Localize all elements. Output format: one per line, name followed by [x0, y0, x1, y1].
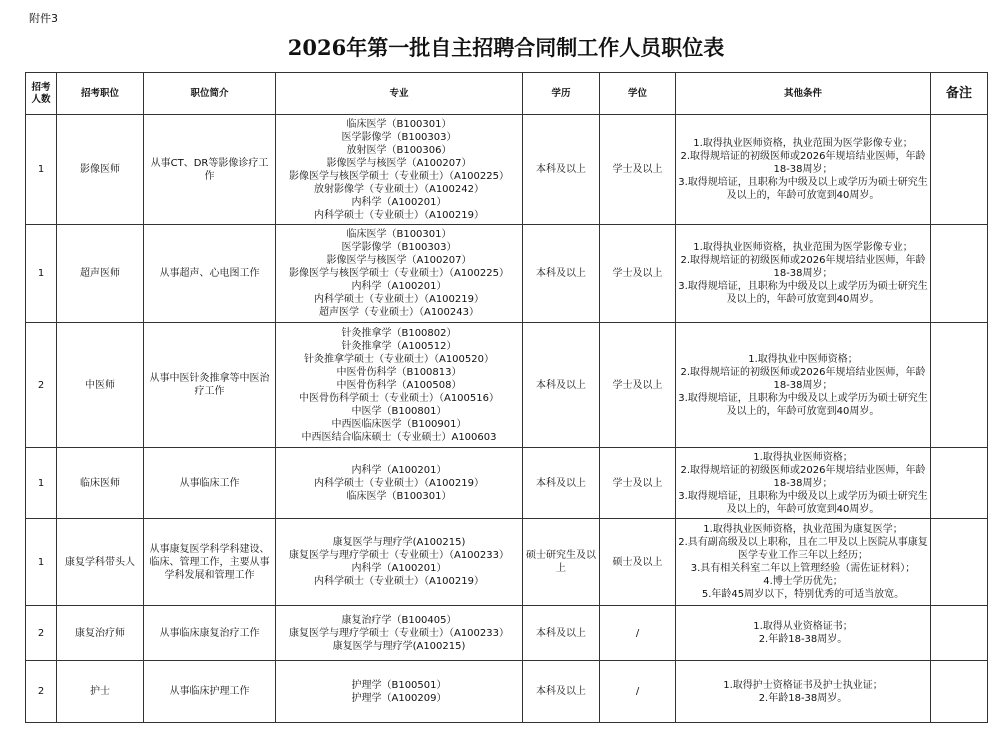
cell-degree: 学士及以上 — [600, 115, 676, 225]
cell-count: 2 — [26, 661, 57, 723]
cell-education: 本科及以上 — [523, 661, 600, 723]
cell-education: 硕士研究生及以上 — [523, 519, 600, 606]
header-education: 学历 — [523, 73, 600, 115]
cell-conditions — [676, 115, 931, 225]
cell-description: 从事中医针灸推拿等中医治疗工作 — [144, 323, 276, 448]
cell-count: 1 — [26, 448, 57, 519]
condition-item: 1.取得执业医师资格，执业范围为医学影像专业； — [693, 138, 913, 149]
cell-remarks — [931, 606, 988, 661]
cell-majors — [276, 225, 523, 323]
major-item: 康复医学与理疗学硕士（专业硕士）（A100233） — [288, 550, 509, 561]
table-row — [26, 606, 988, 661]
major-item: 康复医学与理疗学(A100215) — [332, 537, 466, 548]
cell-conditions — [676, 225, 931, 323]
cell-description: 从事超声、心电图工作 — [144, 225, 276, 323]
header-row — [26, 73, 988, 115]
cell-count: 1 — [26, 519, 57, 606]
condition-item: 2.取得规培证的初级医师或2026年规培结业医师，年龄18-38周岁； — [680, 255, 926, 279]
cell-education: 本科及以上 — [523, 606, 600, 661]
cell-degree: 硕士及以上 — [600, 519, 676, 606]
cell-description: 从事临床工作 — [144, 448, 276, 519]
condition-item: 2.取得规培证的初级医师或2026年规培结业医师，年龄18-38周岁； — [680, 464, 926, 489]
cell-position: 护士 — [57, 661, 144, 723]
major-item: 临床医学（B100301） — [346, 490, 452, 502]
cell-conditions — [676, 448, 931, 519]
major-item: 内科学（A100201） — [351, 464, 447, 476]
header-remarks: 备注 — [931, 73, 988, 115]
cell-remarks — [931, 115, 988, 225]
cell-remarks — [931, 519, 988, 606]
major-item: 影像医学与核医学硕士（专业硕士）（A100225） — [288, 170, 509, 182]
condition-item: 2.年龄18-38周岁。 — [758, 634, 848, 645]
cell-degree: 学士及以上 — [600, 225, 676, 323]
cell-conditions — [676, 606, 931, 661]
major-item: 内科学（A100201） — [351, 281, 447, 292]
major-item: 内科学（A100201） — [351, 196, 447, 208]
cell-education: 本科及以上 — [523, 323, 600, 448]
cell-position: 临床医师 — [57, 448, 144, 519]
cell-majors — [276, 323, 523, 448]
major-item: 超声医学（专业硕士）（A100243） — [318, 307, 479, 318]
cell-position: 中医师 — [57, 323, 144, 448]
cell-education: 本科及以上 — [523, 448, 600, 519]
condition-item: 1.取得执业医师资格，执业范围为医学影像专业； — [693, 242, 913, 253]
cell-education: 本科及以上 — [523, 115, 600, 225]
major-item: 影像医学与核医学硕士（专业硕士）（A100225） — [288, 268, 509, 279]
major-item: 内科学（A100201） — [351, 563, 447, 574]
cell-remarks — [931, 448, 988, 519]
condition-item: 3.取得规培证，且职称为中级及以上或学历为硕士研究生及以上的，年龄可放宽到40周岁。 — [678, 177, 928, 201]
cell-education: 本科及以上 — [523, 225, 600, 323]
header-description: 职位简介 — [144, 73, 276, 115]
cell-remarks — [931, 661, 988, 723]
cell-count: 2 — [26, 606, 57, 661]
cell-description: 从事CT、DR等影像诊疗工作 — [144, 115, 276, 225]
major-item: 护理学（A100209） — [351, 692, 447, 704]
cell-majors — [276, 661, 523, 723]
cell-majors — [276, 115, 523, 225]
condition-item: 1.取得执业医师资格； — [753, 451, 853, 463]
major-item: 护理学（B100501） — [351, 679, 447, 691]
major-item: 中西医临床医学（B100901） — [331, 418, 467, 430]
cell-conditions — [676, 323, 931, 448]
cell-majors — [276, 448, 523, 519]
major-item: 内科学硕士（专业硕士）（A100219） — [313, 209, 484, 221]
table-row — [26, 225, 988, 323]
major-item: 内科学硕士（专业硕士）（A100219） — [313, 294, 484, 305]
condition-item: 2.具有副高级及以上职称，且在二甲及以上医院从事康复医学专业工作三年以上经历； — [678, 537, 928, 561]
major-item: 放射影像学（专业硕士）（A100242） — [313, 183, 484, 195]
cell-majors — [276, 519, 523, 606]
cell-description: 从事康复医学科学科建设、临床、管理工作，主要从事学科发展和管理工作 — [144, 519, 276, 606]
cell-description: 从事临床康复治疗工作 — [144, 606, 276, 661]
major-item: 针灸推拿学（A100512） — [341, 340, 457, 352]
condition-item: 3.具有相关科室二年以上管理经验（需佐证材料）； — [690, 563, 916, 574]
cell-conditions — [676, 661, 931, 723]
header-degree: 学位 — [600, 73, 676, 115]
major-item: 医学影像学（B100303） — [341, 131, 457, 143]
cell-degree: 学士及以上 — [600, 323, 676, 448]
cell-degree: / — [600, 606, 676, 661]
cell-count: 1 — [26, 225, 57, 323]
table-row — [26, 115, 988, 225]
major-item: 内科学硕士（专业硕士）（A100219） — [313, 477, 484, 489]
major-item: 影像医学与核医学（A100207） — [326, 157, 472, 169]
header-position: 招考职位 — [57, 73, 144, 115]
header-majors: 专业 — [276, 73, 523, 115]
condition-item: 1.取得从业资格证书； — [753, 621, 853, 632]
cell-count: 2 — [26, 323, 57, 448]
attachment-label: 附件3 — [29, 12, 58, 25]
cell-position: 康复学科带头人 — [57, 519, 144, 606]
table-header — [26, 73, 988, 115]
table-body — [26, 115, 988, 723]
cell-degree: / — [600, 661, 676, 723]
major-item: 中医骨伤科学（B100813） — [336, 366, 462, 378]
condition-item: 2.取得规培证的初级医师或2026年规培结业医师，年龄18-38周岁； — [680, 151, 926, 175]
condition-item: 2.年龄18-38周岁。 — [758, 692, 848, 704]
major-item: 康复医学与理疗学硕士（专业硕士）（A100233） — [288, 627, 509, 639]
table-row — [26, 661, 988, 723]
condition-item: 3.取得规培证，且职称为中级及以上或学历为硕士研究生及以上的，年龄可放宽到40周岁。 — [678, 490, 928, 515]
cell-remarks — [931, 225, 988, 323]
condition-item: 2.取得规培证的初级医师或2026年规培结业医师，年龄18-38周岁； — [680, 366, 926, 391]
table-row — [26, 323, 988, 448]
condition-item: 1.取得护士资格证书及护士执业证； — [723, 679, 883, 691]
condition-item: 3.取得规培证，且职称为中级及以上或学历为硕士研究生及以上的，年龄可放宽到40周岁。 — [678, 392, 928, 417]
condition-item: 1.取得执业医师资格，执业范围为康复医学； — [703, 524, 903, 535]
major-item: 中医骨伤科学硕士（专业硕士）（A100516） — [298, 392, 499, 404]
condition-item: 1.取得执业中医师资格； — [748, 353, 858, 365]
major-item: 内科学硕士（专业硕士）（A100219） — [313, 576, 484, 587]
major-item: 中医学（B100801） — [351, 405, 447, 417]
condition-item: 5.年龄45周岁以下，特别优秀的可适当放宽。 — [701, 589, 905, 600]
major-item: 临床医学（B100301） — [346, 229, 452, 240]
cell-position: 影像医师 — [57, 115, 144, 225]
header-conditions: 其他条件 — [676, 73, 931, 115]
cell-description: 从事临床护理工作 — [144, 661, 276, 723]
cell-position: 康复治疗师 — [57, 606, 144, 661]
major-item: 中西医结合临床硕士（专业硕士）A100603 — [301, 431, 497, 443]
header-count: 招考人数 — [26, 73, 57, 115]
major-item: 针灸推拿学硕士（专业硕士）（A100520） — [303, 353, 494, 365]
condition-item: 3.取得规培证，且职称为中级及以上或学历为硕士研究生及以上的，年龄可放宽到40周岁。 — [678, 281, 928, 305]
major-item: 中医骨伤科学（A100508） — [336, 379, 462, 391]
cell-remarks — [931, 323, 988, 448]
major-item: 医学影像学（B100303） — [341, 242, 457, 253]
major-item: 康复治疗学（B100405） — [341, 614, 457, 626]
table-row — [26, 448, 988, 519]
table-row — [26, 519, 988, 606]
major-item: 针灸推拿学（B100802） — [341, 327, 457, 339]
cell-degree: 学士及以上 — [600, 448, 676, 519]
cell-position: 超声医师 — [57, 225, 144, 323]
major-item: 影像医学与核医学（A100207） — [326, 255, 472, 266]
positions-table — [25, 72, 988, 723]
major-item: 放射医学（B100306） — [346, 144, 452, 156]
cell-conditions — [676, 519, 931, 606]
major-item: 临床医学（B100301） — [346, 118, 452, 130]
cell-count: 1 — [26, 115, 57, 225]
page-title: 2026年第一批自主招聘合同制工作人员职位表 — [287, 35, 725, 60]
condition-item: 4.博士学历优先； — [763, 576, 843, 587]
major-item: 康复医学与理疗学(A100215) — [332, 640, 466, 652]
cell-majors — [276, 606, 523, 661]
